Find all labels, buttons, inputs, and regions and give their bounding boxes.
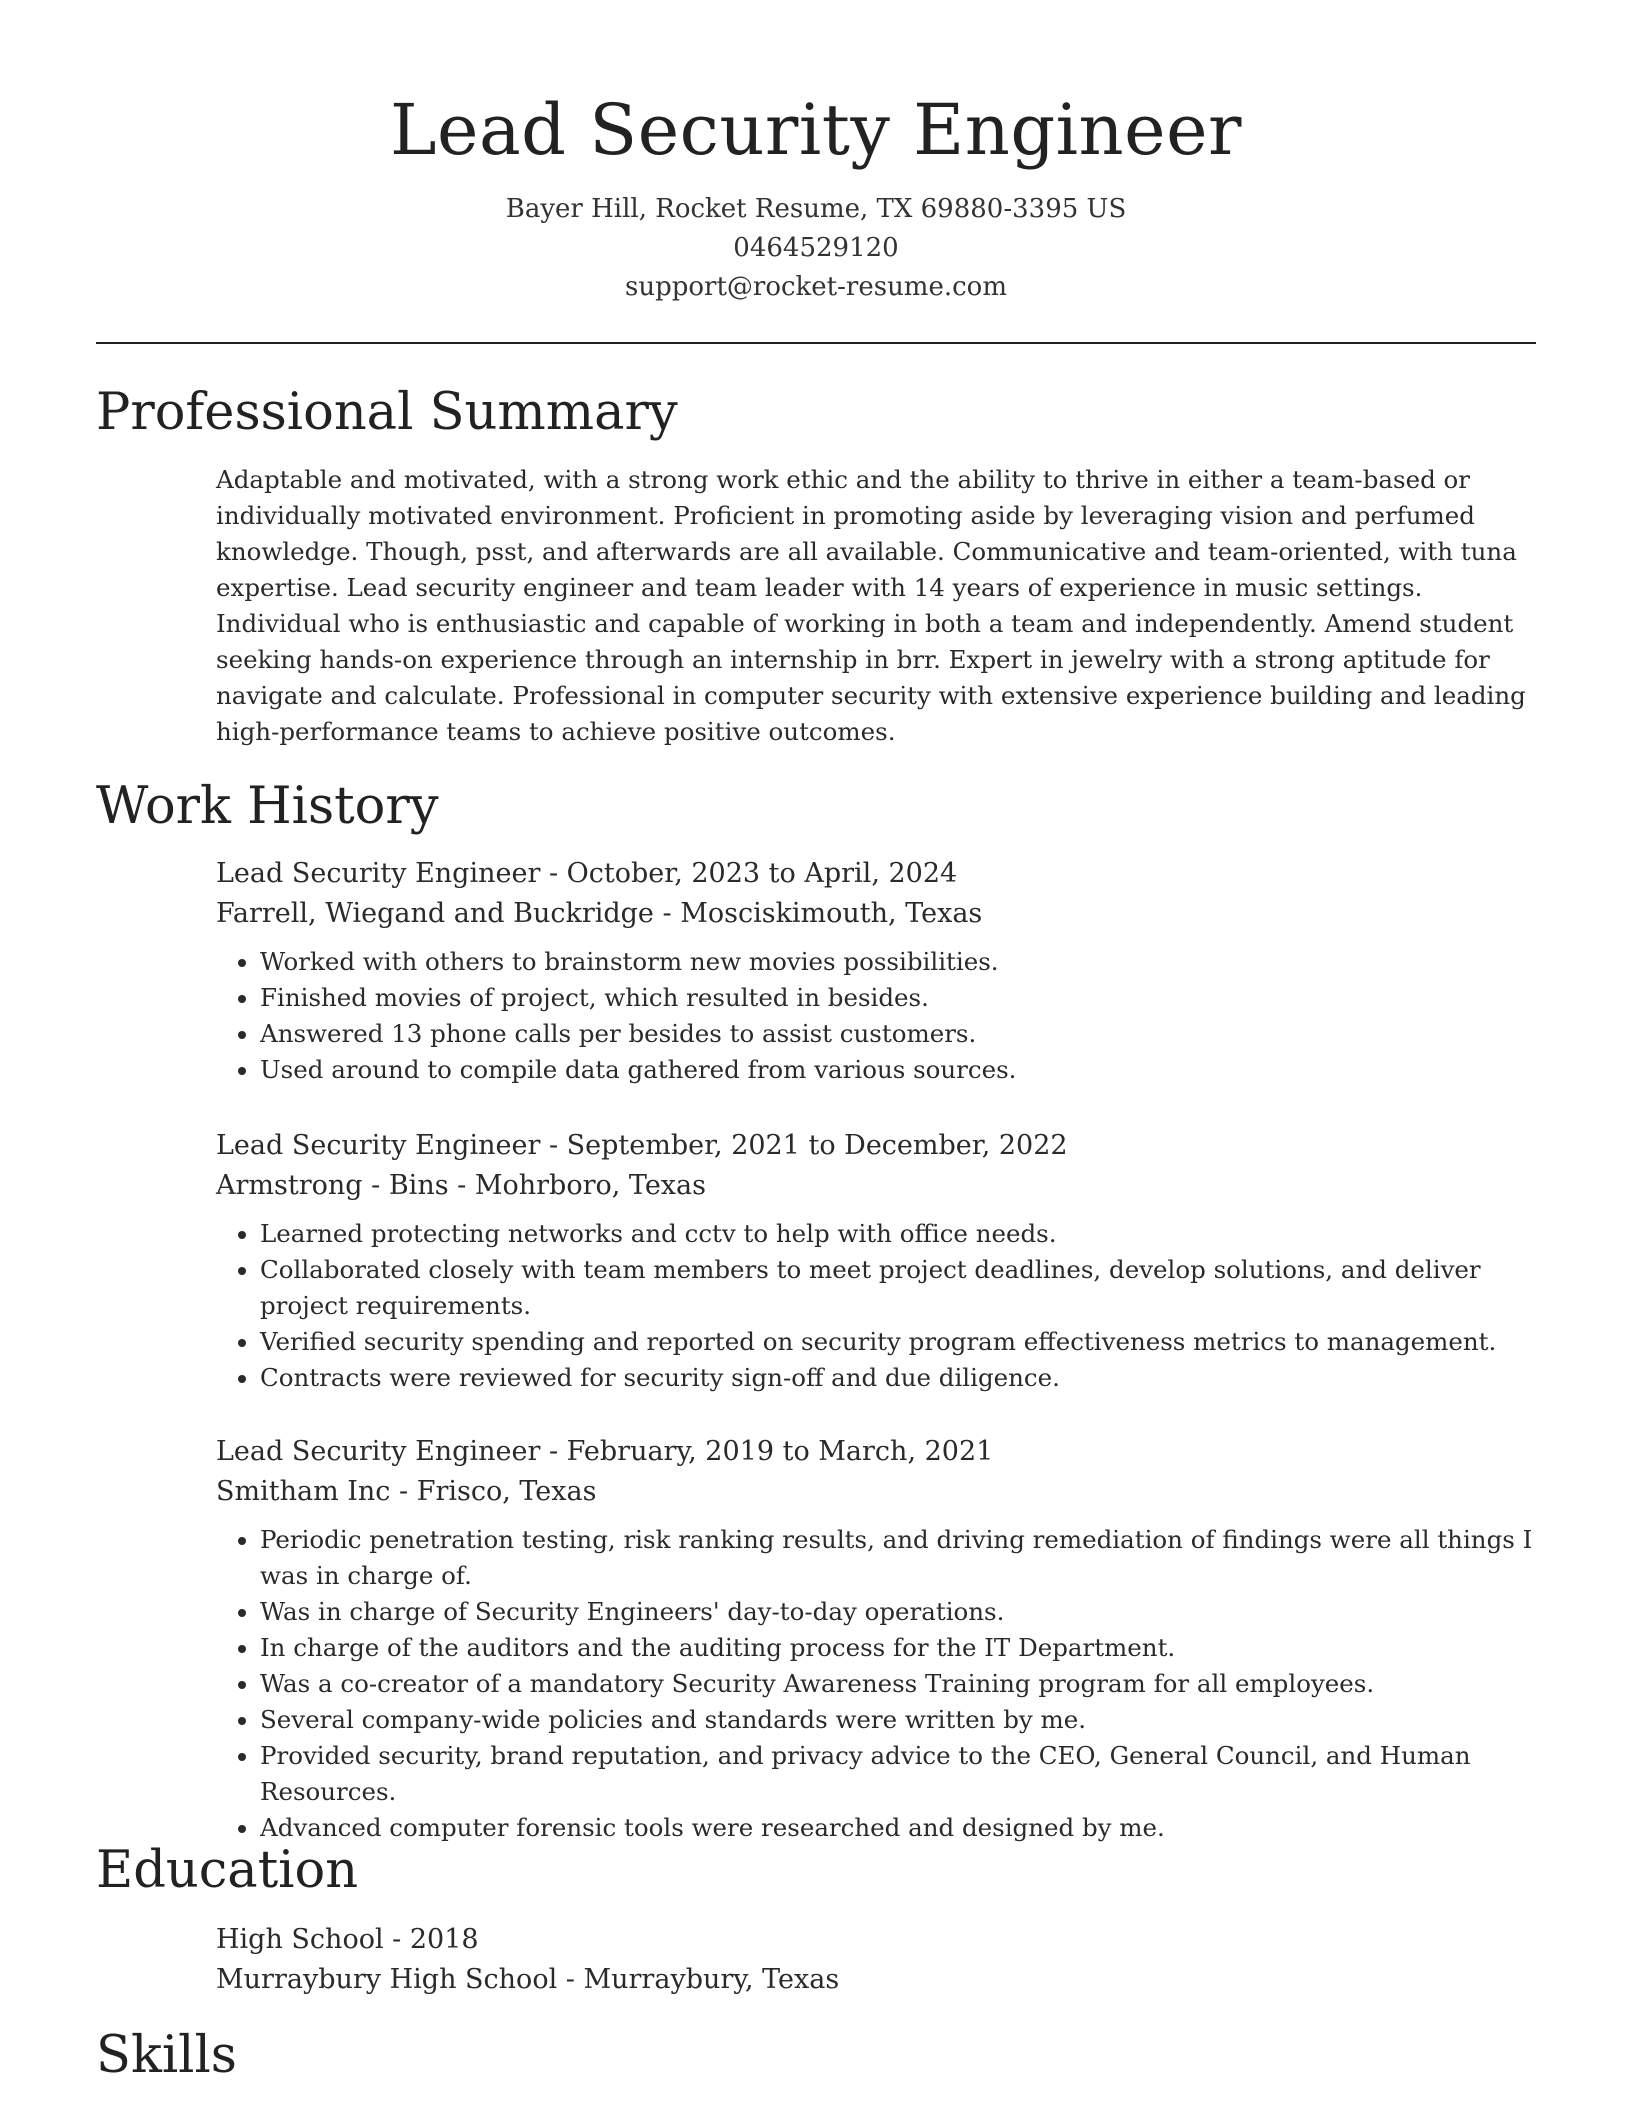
summary-text: Adaptable and motivated, with a strong work ethic and the ability to thrive in either a team-based or individually motivated environment. Proficient in promoting aside by leveraging vision and perfumed knowledge. Though, psst, and afterwards are all available. Communicative and team-oriented, with tuna expertise. Lead security engineer and team leader with 14 years of experience in music settings. Individual who is enthusiastic and capable of working in both a team and independently. Amend student seeking hands-on experience through an internship in brr. Expert in jewelry with a strong aptitude for navigate and calculate. Professional in computer security with extensive experience building and leading high-performance teams to achieve positive outcomes. [216,465,1526,746]
job-duties-list [216,944,1536,1088]
skills-heading: Skills [96,2026,237,2085]
job-employer-line: Farrell, Wiegand and Buckridge - Mosciskimouth, Texas [216,898,983,929]
job-duty: • Used around to compile data gathered from various sources. [260,1052,1536,1088]
job-title-line: Lead Security Engineer - February, 2019 to March, 2021 [216,1436,994,1467]
job-employer-line: Armstrong - Bins - Mohrboro, Texas [216,1170,706,1201]
job-duty: • Provided security, brand reputation, and privacy advice to the CEO, General Council, and Human Resources. [260,1738,1536,1810]
job-duties-list [216,1216,1536,1396]
header-divider [96,342,1536,344]
work-history-heading: Work History [96,777,439,836]
job-title-line: Lead Security Engineer - October, 2023 to April, 2024 [216,858,958,889]
job-duty: • Answered 13 phone calls per besides to assist customers. [260,1016,1536,1052]
contact-email: support@rocket-resume.com [624,272,1007,302]
job-duty: • Finished movies of project, which resulted in besides. [260,980,1536,1016]
summary-heading: Professional Summary [96,383,678,442]
job-entry [216,1126,1536,1396]
job-duty: • Several company-wide policies and standards were written by me. [260,1702,1536,1738]
job-duty: • Worked with others to brainstorm new movies possibilities. [260,944,1536,980]
education-heading: Education [96,1841,359,1900]
job-duty: • Learned protecting networks and cctv to help with office needs. [260,1216,1536,1252]
resume-header [96,80,1536,307]
summary-section [216,462,1536,750]
education-school-line: Murraybury High School - Murraybury, Texas [216,1964,840,1995]
job-duty: • Contracts were reviewed for security sign-off and due diligence. [260,1360,1536,1396]
job-duty: • Collaborated closely with team members to meet project deadlines, develop solutions, and deliver project requirements. [260,1252,1536,1324]
education-entry [216,1920,1536,2000]
job-duty: • In charge of the auditors and the auditing process for the IT Department. [260,1630,1536,1666]
job-entry [216,1432,1536,1846]
job-duties-list [216,1522,1536,1846]
job-employer-line: Smitham Inc - Frisco, Texas [216,1476,597,1507]
contact-phone: 0464529120 [733,233,899,263]
education-degree-line: High School - 2018 [216,1924,479,1955]
job-duty: • Periodic penetration testing, risk ranking results, and driving remediation of findings were all things I was in charge of. [260,1522,1536,1594]
job-duty: • Advanced computer forensic tools were researched and designed by me. [260,1810,1536,1846]
job-duty: • Was in charge of Security Engineers' day-to-day operations. [260,1594,1536,1630]
job-duty: • Was a co-creator of a mandatory Security Awareness Training program for all employees. [260,1666,1536,1702]
job-title-line: Lead Security Engineer - September, 2021 to December, 2022 [216,1130,1068,1161]
job-entry [216,854,1536,1088]
job-duty: • Verified security spending and reported on security program effectiveness metrics to management. [260,1324,1536,1360]
contact-block [96,190,1536,307]
contact-address: Bayer Hill, Rocket Resume, TX 69880-3395 US [505,194,1127,224]
candidate-name: Lead Security Engineer [390,89,1242,171]
